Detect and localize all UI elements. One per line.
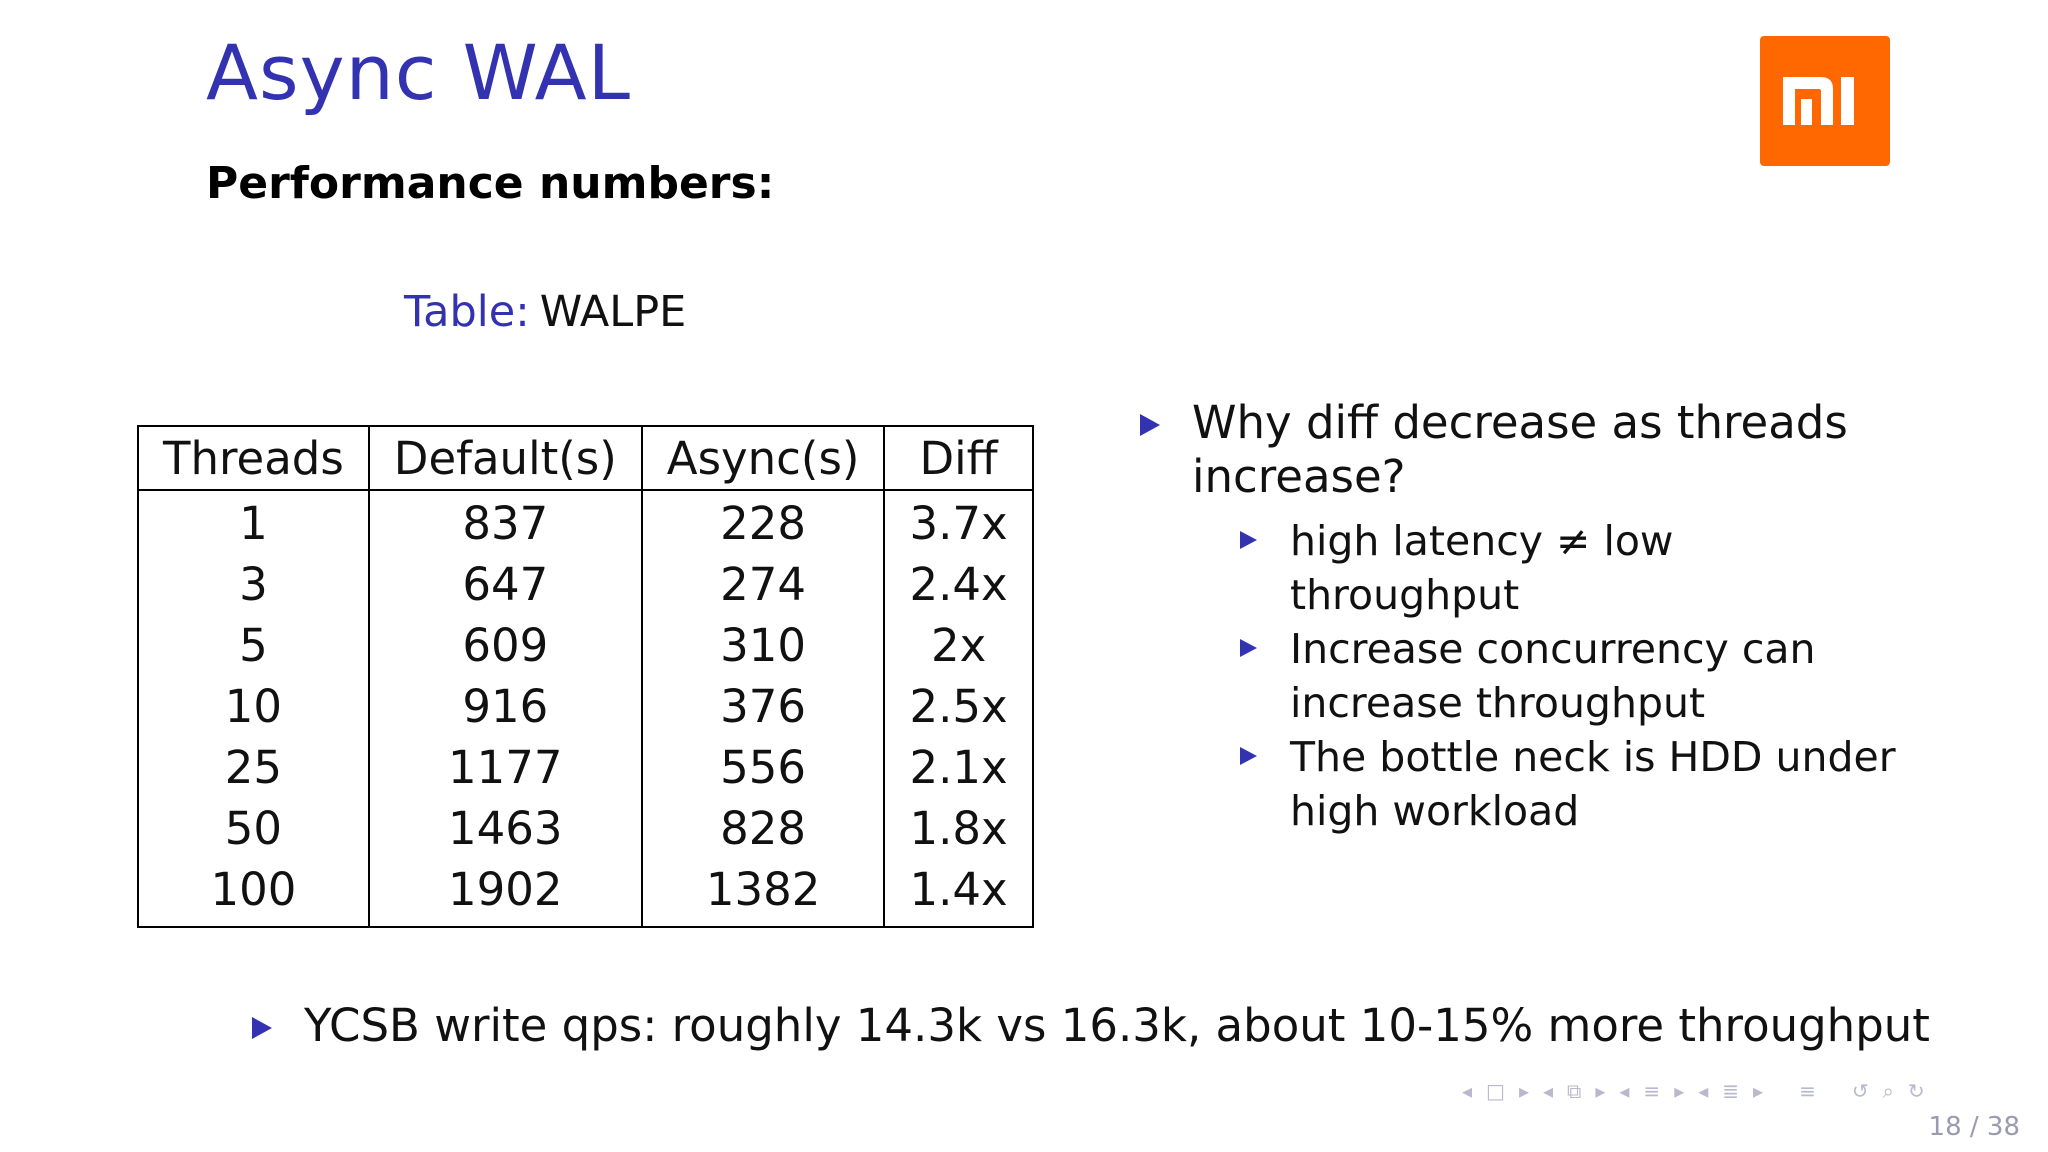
nav-forward-icon[interactable]: ↻ bbox=[1907, 1079, 1925, 1103]
cell-default: 1902 bbox=[369, 859, 642, 927]
nav-section-icon[interactable]: ≡ bbox=[1643, 1079, 1661, 1103]
cell-threads: 5 bbox=[138, 615, 369, 676]
sub-bullet-list bbox=[1140, 514, 1900, 838]
nav-prev-section-icon[interactable]: ◂ bbox=[1619, 1079, 1630, 1103]
cell-async: 310 bbox=[642, 615, 885, 676]
sub-bullet-text: The bottle neck is HDD under high workload bbox=[1290, 733, 1896, 835]
cell-async: 376 bbox=[642, 676, 885, 737]
cell-async: 556 bbox=[642, 737, 885, 798]
slide-title: Async WAL bbox=[206, 28, 631, 117]
cell-threads: 3 bbox=[138, 554, 369, 615]
cell-default: 1177 bbox=[369, 737, 642, 798]
cell-default: 1463 bbox=[369, 798, 642, 859]
nav-prev-subsection-icon[interactable]: ◂ bbox=[1698, 1079, 1709, 1103]
nav-search-icon[interactable]: ⌕ bbox=[1882, 1079, 1894, 1103]
cell-diff: 2.4x bbox=[884, 554, 1032, 615]
table-row bbox=[138, 859, 1033, 927]
cell-diff: 2.5x bbox=[884, 676, 1032, 737]
bullet-triangle-icon bbox=[1240, 531, 1257, 549]
nav-toc-icon[interactable]: ≡ bbox=[1799, 1079, 1816, 1103]
nav-prev-slide-icon[interactable]: ◂ bbox=[1543, 1079, 1554, 1103]
bullet-text: Why diff decrease as threads increase? bbox=[1192, 396, 1848, 503]
nav-subsection-icon[interactable]: ≣ bbox=[1722, 1079, 1740, 1103]
bullet-triangle-icon bbox=[1140, 414, 1160, 436]
nav-next-section-icon[interactable]: ▸ bbox=[1674, 1079, 1685, 1103]
sub-bullet-item bbox=[1240, 730, 1900, 838]
header-threads: Threads bbox=[138, 426, 369, 490]
table-row bbox=[138, 676, 1033, 737]
xiaomi-logo bbox=[1760, 36, 1890, 166]
nav-frame-icon[interactable]: □ bbox=[1486, 1079, 1505, 1103]
sub-bullet-text: Increase concurrency can increase throughput bbox=[1290, 625, 1816, 727]
cell-default: 647 bbox=[369, 554, 642, 615]
nav-next-slide-icon[interactable]: ▸ bbox=[1595, 1079, 1606, 1103]
sub-bullet-text: high latency ≠ low throughput bbox=[1290, 517, 1674, 619]
table-caption-label: Table: bbox=[404, 287, 530, 337]
bullet-list bbox=[1140, 396, 1900, 838]
table-caption bbox=[404, 284, 686, 340]
cell-default: 609 bbox=[369, 615, 642, 676]
cell-threads: 10 bbox=[138, 676, 369, 737]
cell-threads: 1 bbox=[138, 490, 369, 554]
cell-default: 837 bbox=[369, 490, 642, 554]
cell-diff: 2.1x bbox=[884, 737, 1032, 798]
header-default: Default(s) bbox=[369, 426, 642, 490]
nav-next-frame-icon[interactable]: ▸ bbox=[1518, 1079, 1529, 1103]
bullet-triangle-icon bbox=[1240, 747, 1257, 765]
cell-diff: 2x bbox=[884, 615, 1032, 676]
table-header-row bbox=[138, 426, 1033, 490]
cell-diff: 1.8x bbox=[884, 798, 1032, 859]
header-diff: Diff bbox=[884, 426, 1032, 490]
sub-bullet-item bbox=[1240, 514, 1900, 622]
cell-async: 228 bbox=[642, 490, 885, 554]
bottom-bullet-item bbox=[252, 998, 1930, 1054]
table-caption-text: WALPE bbox=[539, 287, 687, 337]
page-number: 18 / 38 bbox=[1928, 1112, 2020, 1142]
mi-logo-icon bbox=[1779, 71, 1871, 131]
nav-prev-frame-icon[interactable]: ◂ bbox=[1462, 1079, 1473, 1103]
bullet-triangle-icon bbox=[252, 1017, 272, 1039]
cell-async: 828 bbox=[642, 798, 885, 859]
bullet-triangle-icon bbox=[1240, 639, 1257, 657]
sub-bullet-item bbox=[1240, 622, 1900, 730]
header-async: Async(s) bbox=[642, 426, 885, 490]
cell-threads: 100 bbox=[138, 859, 369, 927]
table-row bbox=[138, 490, 1033, 554]
cell-async: 274 bbox=[642, 554, 885, 615]
bottom-bullet-text: YCSB write qps: roughly 14.3k vs 16.3k, about 10-15% more throughput bbox=[304, 999, 1930, 1052]
table-row bbox=[138, 737, 1033, 798]
table-row bbox=[138, 615, 1033, 676]
cell-diff: 3.7x bbox=[884, 490, 1032, 554]
performance-table bbox=[137, 425, 1034, 928]
cell-async: 1382 bbox=[642, 859, 885, 927]
beamer-navigation-bar bbox=[1462, 1078, 1925, 1104]
table-row bbox=[138, 554, 1033, 615]
table-row bbox=[138, 798, 1033, 859]
cell-threads: 25 bbox=[138, 737, 369, 798]
cell-default: 916 bbox=[369, 676, 642, 737]
slide-subtitle: Performance numbers: bbox=[206, 158, 775, 209]
cell-threads: 50 bbox=[138, 798, 369, 859]
cell-diff: 1.4x bbox=[884, 859, 1032, 927]
nav-next-subsection-icon[interactable]: ▸ bbox=[1753, 1079, 1764, 1103]
nav-back-icon[interactable]: ↺ bbox=[1851, 1079, 1869, 1103]
bullet-item-main bbox=[1140, 396, 1900, 504]
nav-slide-icon[interactable]: ⧉ bbox=[1567, 1079, 1582, 1103]
